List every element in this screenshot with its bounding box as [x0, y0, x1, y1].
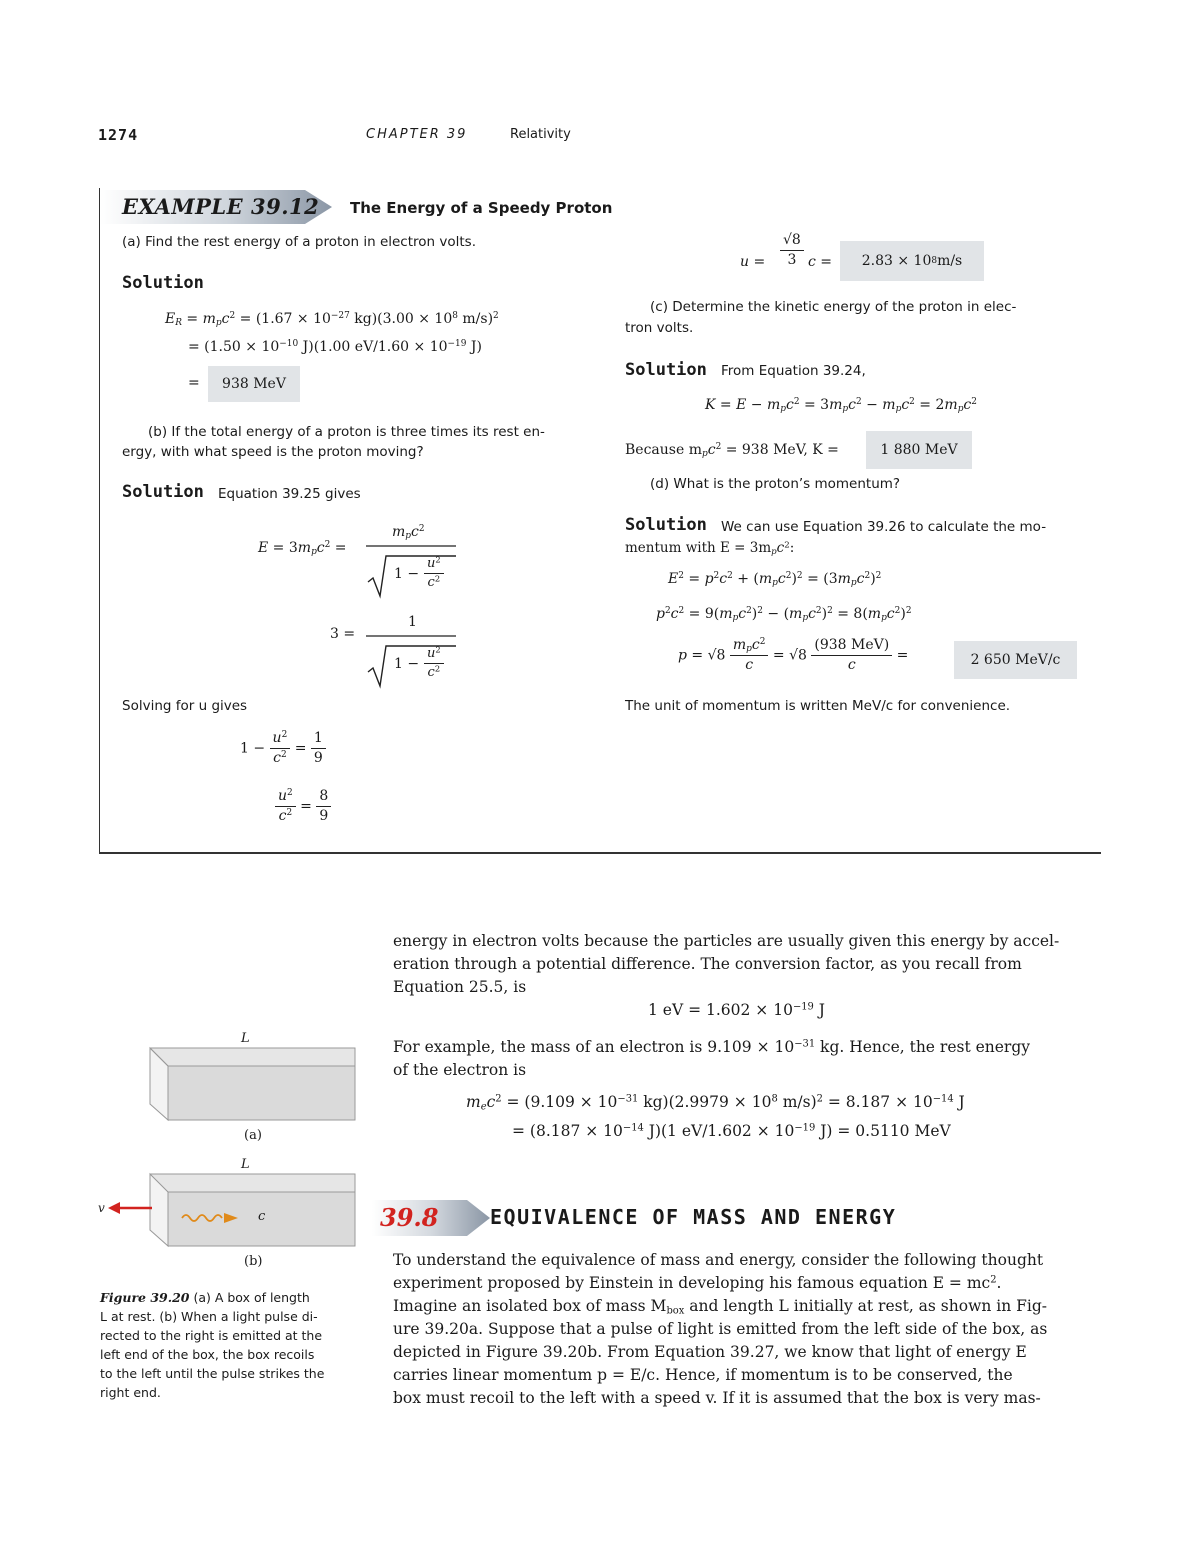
figure-caption-line5: to the left until the pulse strikes the: [100, 1366, 325, 1381]
section-line-2: experiment proposed by Einstein in developing his famous equation $E = mc^2$.: [393, 1274, 1002, 1292]
solution-b-note: Equation 39.25 gives: [218, 486, 361, 502]
section-line-3: Imagine an isolated box of mass $M_{box}$ and length L initially at rest, as shown in Fig-: [393, 1297, 1047, 1317]
section-line-1: To understand the equivalence of mass and energy, consider the following thought: [393, 1251, 1044, 1269]
answer-b-box: 2.83 × 10 8 m/s: [840, 241, 984, 281]
u2-over-c2-1: $\frac{u^2}{c^2}$: [424, 556, 444, 590]
rest-energy-equation-line2: = ($1.50 \times 10^{-10}$ J)(1.00 $eV/1.60 \times 10^{-19}$ J): [188, 339, 482, 355]
figure-b-box: [148, 1172, 358, 1248]
example-title: The Energy of a Speedy Proton: [350, 199, 613, 217]
kinetic-energy-equation: $K = E - m_pc^2 = 3m_pc^2 - m_pc^2 = 2m_pc^2$: [705, 397, 977, 415]
answer-d-box: 2 650 MeV/c: [954, 641, 1077, 679]
figure-caption-line1: Figure 39.20 (a) A box of length: [100, 1290, 310, 1305]
momentum-eq-3: p = √8 $\frac{m_pc^2}{c}$ = √8 $\frac{\text{(938 MeV)}}{c}$ =: [678, 637, 909, 673]
part-a-question: (a) Find the rest energy of a proton in electron volts.: [122, 234, 477, 250]
solution-d-note-line1: We can use Equation 39.26 to calculate the mo-: [721, 519, 1047, 535]
unit-note: The unit of momentum is written MeV/c for convenience.: [625, 698, 1011, 714]
u2-over-c2-2: $\frac{u^2}{c^2}$: [424, 646, 444, 680]
figure-a-label: (a): [244, 1128, 262, 1143]
rest-energy-equation: $E_R = m_pc^2 = (1.67 \times 10^{-27}$ $kg)(3.00 \times 10^8$ m/s)$^2$: [165, 311, 499, 329]
speed-eq-lhs: u =: [740, 254, 766, 270]
sqrt-content-1: 1 −: [394, 566, 420, 582]
solve-eq-1: 1 − $\frac{u^2}{c^2}$ = $\frac{1}{9}$: [240, 730, 326, 767]
example-label: EXAMPLE 39.12: [122, 194, 320, 219]
figure-caption-line6: right end.: [100, 1385, 161, 1400]
body-p1-line2: eration through a potential difference. The conversion factor, as you recall from: [393, 955, 1022, 973]
sqrt-content-2: 1 −: [394, 656, 420, 672]
figure-caption-line2: L at rest. (b) When a light pulse di-: [100, 1309, 318, 1324]
part-b-question-line1: (b) If the total energy of a proton is three times its rest en-: [148, 424, 545, 440]
body-p2-line2: of the electron is: [393, 1061, 527, 1079]
section-number: 39.8: [380, 1203, 439, 1232]
solution-c-note: From Equation 39.24,: [721, 363, 866, 379]
one-numerator: 1: [408, 614, 417, 630]
body-p1-line3: Equation 25.5, is: [393, 978, 527, 996]
solution-heading-a: Solution: [122, 273, 204, 293]
electron-rest-energy-eq-2: = ($8.187 \times 10^{-14}$ J)(1 $eV/1.602 \times 10^{-19}$ J) = 0.5110 MeV: [512, 1122, 951, 1140]
because-line: Because $m_pc^2 = 938$ MeV, K =: [625, 442, 839, 460]
three-equals: 3 =: [330, 626, 356, 642]
answer-c-box: 1 880 MeV: [866, 431, 972, 469]
figure-a-length-label: L: [241, 1031, 250, 1046]
solving-for-u: Solving for u gives: [122, 698, 248, 714]
speed-eq-c: c =: [808, 254, 833, 270]
part-d-question: (d) What is the proton’s momentum?: [650, 476, 901, 492]
total-energy-numerator: $m_pc^2$: [392, 524, 425, 542]
section-title: EQUIVALENCE OF MASS AND ENERGY: [490, 1205, 897, 1229]
solution-heading-d: Solution: [625, 515, 707, 535]
solution-heading-c: Solution: [625, 360, 707, 380]
section-line-4: ure 39.20a. Suppose that a pulse of light is emitted from the left side of the box, as: [393, 1320, 1048, 1338]
part-c-question-line1: (c) Determine the kinetic energy of the proton in elec-: [650, 299, 1017, 315]
momentum-eq-2: $p^2c^2 = 9(m_pc^2)^2 - (m_pc^2)^2 = 8(m_pc^2)^2$: [656, 606, 912, 624]
electron-rest-energy-eq-1: $m_ec^2 = (9.109 \times 10^{-31}$ $kg)(2.9979 \times 10^8$ $m/s)^2 = 8.187 \times 10^{-14}$ J: [466, 1093, 965, 1113]
section-line-5: depicted in Figure 39.20b. From Equation 39.27, we know that light of energy E: [393, 1343, 1027, 1361]
solution-heading-b: Solution: [122, 482, 204, 502]
speed-eq-frac: $\frac{√8}{3}$: [780, 232, 804, 269]
figure-b-label: (b): [244, 1254, 263, 1269]
section-line-7: box must recoil to the left with a speed v. If it is assumed that the box is very mas-: [393, 1389, 1041, 1407]
part-c-question-line2: tron volts.: [625, 320, 694, 336]
total-energy-lhs: $E = 3m_pc^2$ =: [258, 540, 347, 558]
solve-eq-2: $\frac{u^2}{c^2}$ = $\frac{8}{9}$: [275, 788, 331, 825]
chapter-title: Relativity: [510, 127, 571, 142]
figure-a-box: [148, 1046, 358, 1122]
section-line-6: carries linear momentum p = E/c. Hence, if momentum is to be conserved, the: [393, 1366, 1013, 1384]
recoil-velocity-label: v: [98, 1201, 105, 1215]
body-p1-line1: energy in electron volts because the particles are usually given this energy by accel-: [393, 932, 1060, 950]
part-b-question-line2: ergy, with what speed is the proton moving?: [122, 444, 424, 460]
solution-d-note-line2: mentum with $E = 3m_pc^2$:: [625, 540, 795, 558]
chapter-label: CHAPTER 39: [366, 127, 468, 142]
body-p2-line1: For example, the mass of an electron is $9.109 \times 10^{-31}$ kg. Hence, the rest energy: [393, 1038, 1031, 1056]
figure-caption-line4: left end of the box, the box recoils: [100, 1347, 315, 1362]
figure-b-length-label: L: [241, 1157, 250, 1172]
figure-b-speed-of-light-label: c: [258, 1209, 266, 1224]
ev-conversion-equation: 1 eV = $1.602 \times 10^{-19}$ J: [648, 1001, 825, 1019]
answer-a-box: 938 MeV: [208, 366, 300, 402]
figure-caption-line3: rected to the right is emitted at the: [100, 1328, 323, 1343]
page-number: 1274: [98, 126, 139, 144]
equals-sign: =: [188, 375, 200, 391]
momentum-eq-1: $E^2 = p^2c^2 + (m_pc^2)^2 = (3m_pc^2)^2$: [668, 571, 882, 589]
recoil-arrow-icon: [108, 1201, 154, 1215]
